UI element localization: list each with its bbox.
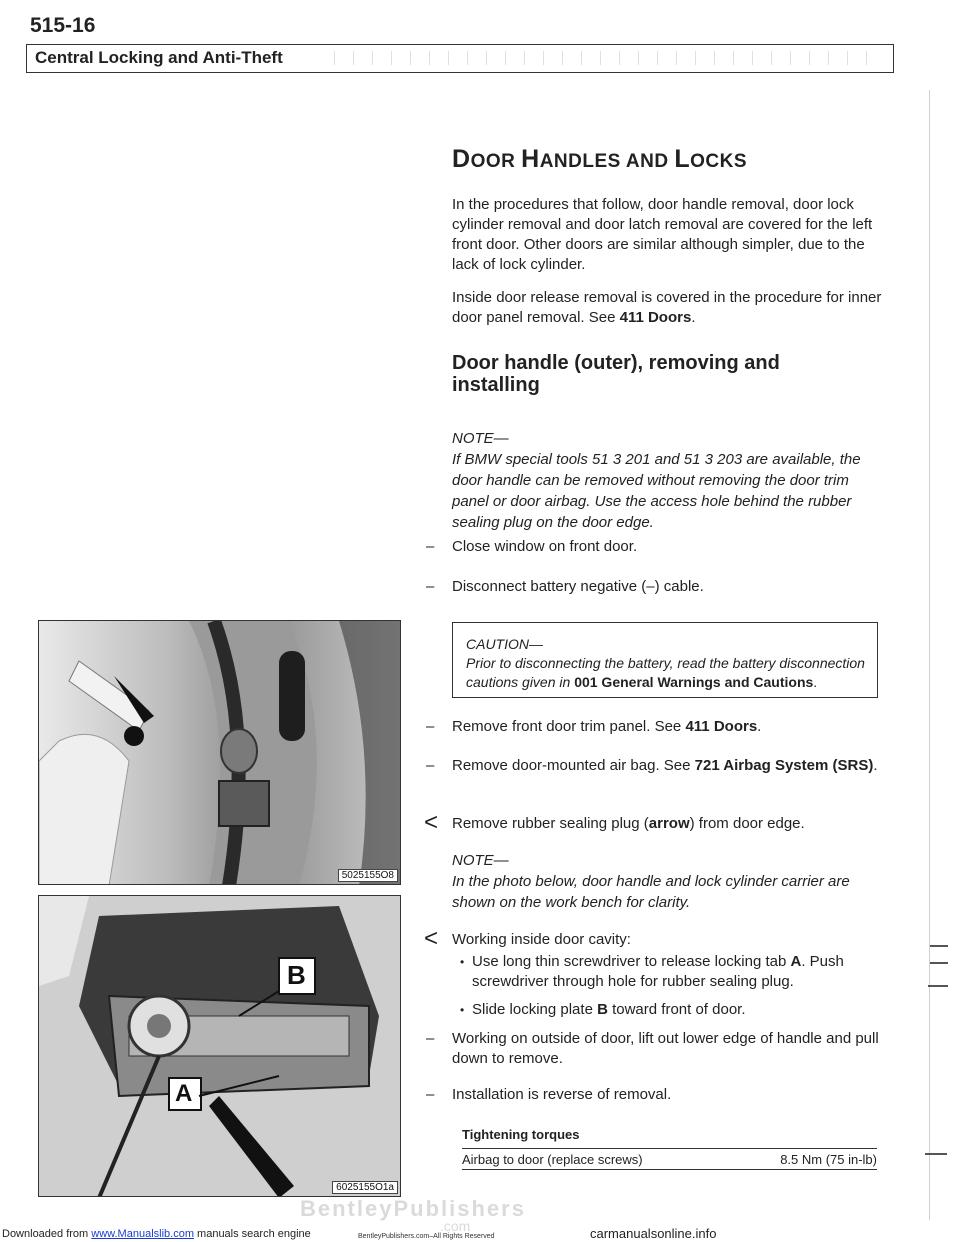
footer-site: carmanualsonline.info xyxy=(590,1226,717,1241)
callout-b: B xyxy=(287,960,306,990)
page-number: 515-16 xyxy=(30,14,96,37)
caution-box: CAUTION— Prior to disconnecting the battery, read the battery disconnection cautions given in 001 General Warnings and Cautions. xyxy=(452,622,878,698)
caution-label: CAUTION— xyxy=(466,636,543,652)
torque-table xyxy=(462,1127,877,1170)
main-heading: DOOR HANDLES AND LOCKS xyxy=(452,145,748,173)
margin-mark xyxy=(930,962,948,964)
intro-paragraph-1: In the procedures that follow, door handle removal, door lock cylinder removal and door latch removal are covered for the left front door. Other doors are similar although simpler, due to the lack of lock cylinder. xyxy=(452,196,873,273)
intro-paragraph-2: Inside door release removal is covered in the procedure for inner door panel removal. See 411 Doors. xyxy=(452,289,882,326)
ref-411-doors: 411 Doors xyxy=(619,309,692,326)
section-header xyxy=(26,44,894,73)
pointer-arrow-icon: < xyxy=(424,809,439,836)
list-item: • Slide locking plate B toward front of door. xyxy=(460,1000,880,1020)
watermark-sub: .com xyxy=(440,1218,471,1234)
sub-heading: Door handle (outer), removing and installing xyxy=(452,352,780,396)
margin-mark xyxy=(925,1153,947,1155)
photo-door-edge xyxy=(38,620,401,885)
manualslib-link[interactable]: www.Manualslib.com xyxy=(91,1228,194,1240)
margin-mark xyxy=(930,945,948,947)
watermark: BentleyPublishers xyxy=(300,1196,526,1221)
note-text: If BMW special tools 51 3 201 and 51 3 203 are available, the door handle can be removed without removing the door trim panel or door airbag. Use the access hole behind the rubber sealing plug on the door edge. xyxy=(452,451,861,531)
header-speckle xyxy=(327,51,867,65)
note-photo: NOTE— In the photo below, door handle and lock cylinder carrier are shown on the work bench for clarity. xyxy=(452,852,850,911)
list-item: • Use long thin screwdriver to release locking tab A. Push screwdriver through hole for rubber sealing plug. xyxy=(460,952,880,992)
bullet-list xyxy=(460,952,880,1028)
note-special-tools xyxy=(452,428,882,533)
callout-a: A xyxy=(175,1080,193,1107)
photo-id: 6025155O1a xyxy=(332,1181,398,1194)
ref-001-warnings: 001 General Warnings and Cautions xyxy=(574,674,814,690)
photo-id: 5025155O8 xyxy=(338,869,398,882)
note-label: NOTE— xyxy=(452,430,509,447)
margin-rule xyxy=(929,90,930,1220)
table-row: Airbag to door (replace screws) 8.5 Nm (75 in-lb) xyxy=(462,1149,877,1170)
pointer-arrow-icon: < xyxy=(424,925,439,952)
footer-download-note: Downloaded from www.Manualslib.com manuals search engine xyxy=(2,1228,311,1240)
margin-mark xyxy=(928,985,948,987)
torque-table-header: Tightening torques xyxy=(462,1127,877,1149)
photo-handle-assembly xyxy=(38,895,401,1197)
section-title: Central Locking and Anti-Theft xyxy=(35,48,283,67)
copyright: BentleyPublishers.com–All Rights Reserved xyxy=(358,1233,495,1240)
